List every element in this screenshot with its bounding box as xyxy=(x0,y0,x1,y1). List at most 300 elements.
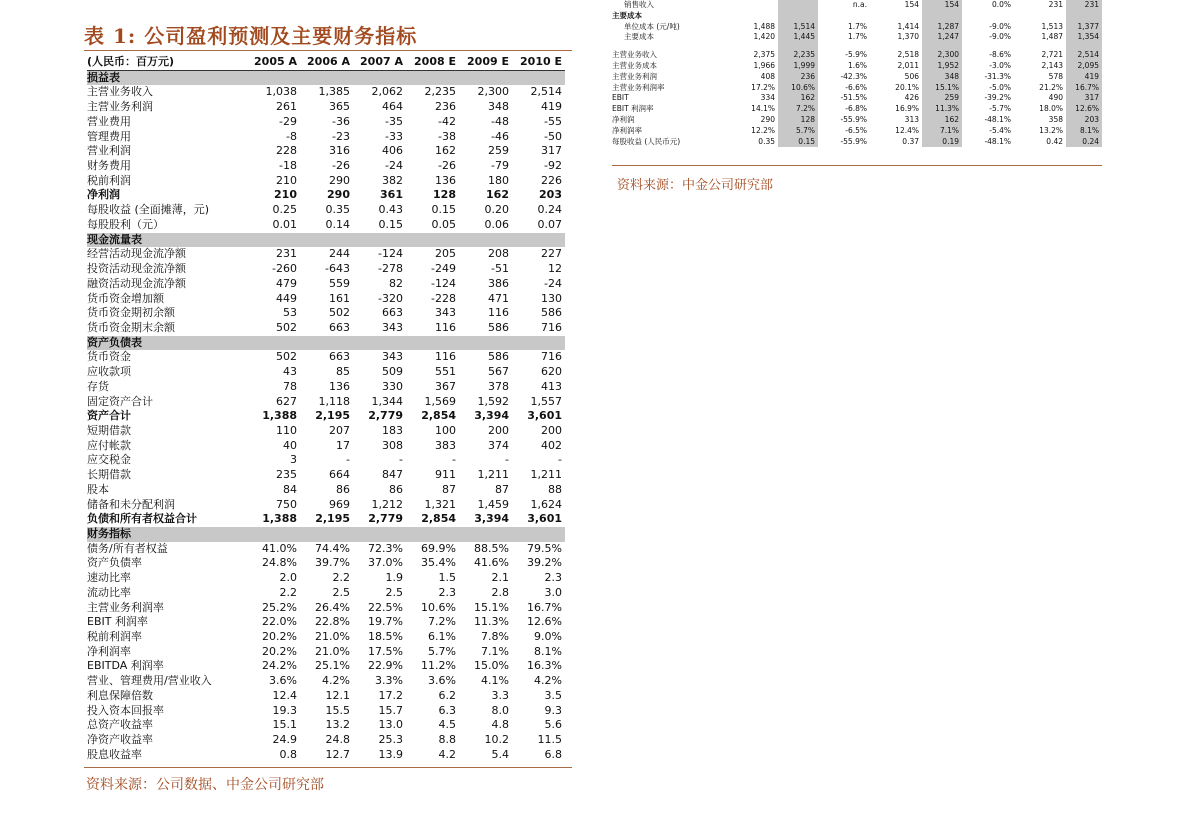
row-value: -26 xyxy=(438,159,456,173)
row-value: 24.2% xyxy=(262,659,297,673)
row-value: 226 xyxy=(541,173,562,187)
comparison-label: 单位成本 (元/吨) xyxy=(624,21,680,31)
comparison-value: -9.0% xyxy=(989,21,1011,31)
row-value: 559 xyxy=(329,276,350,290)
row-value: 1.9 xyxy=(385,571,403,585)
row-value: 22.0% xyxy=(262,615,297,629)
row-value: 4.1% xyxy=(481,674,509,688)
row-value: -18 xyxy=(279,159,297,173)
comparison-value: 426 xyxy=(904,93,919,103)
row-value: 3.0 xyxy=(544,585,562,599)
section-fill xyxy=(459,70,512,85)
row-value: 586 xyxy=(541,306,562,320)
row-value: 663 xyxy=(329,350,350,364)
row-value: 1,459 xyxy=(477,497,509,511)
row-value: 128 xyxy=(433,188,456,202)
row-value: 0.01 xyxy=(272,217,297,231)
spacer-cell xyxy=(922,43,962,50)
row-label: 每股股利（元） xyxy=(87,217,164,231)
table-row xyxy=(87,483,565,498)
comparison-value: 231 xyxy=(1066,0,1102,11)
comparison-label: 每股收益 (人民币元) xyxy=(612,136,681,146)
comparison-value: 1,420 xyxy=(753,32,775,42)
row-value: 343 xyxy=(382,350,403,364)
section-fill xyxy=(247,70,300,85)
row-value: 2,854 xyxy=(421,409,456,423)
row-value: -46 xyxy=(491,129,509,143)
comparison-value xyxy=(778,0,818,11)
spacer-cell xyxy=(962,43,1014,50)
comparison-value: 1,287 xyxy=(922,22,962,33)
row-value: 37.0% xyxy=(368,556,403,570)
row-label: 货币资金 xyxy=(87,350,131,364)
row-value: 0.15 xyxy=(431,203,456,217)
comparison-value xyxy=(722,11,778,22)
row-value: 471 xyxy=(488,291,509,305)
row-value: 8.0 xyxy=(491,703,509,717)
comparison-value: -3.0% xyxy=(989,60,1011,70)
table-row xyxy=(87,674,565,689)
row-value: 69.9% xyxy=(421,541,456,555)
row-value: 6.2 xyxy=(438,688,456,702)
row-value: 2.2 xyxy=(332,571,350,585)
comparison-row xyxy=(612,72,1102,83)
comparison-value: -39.2% xyxy=(984,93,1011,103)
table-row xyxy=(87,292,565,307)
comparison-value xyxy=(1066,11,1102,22)
comparison-value: 231 xyxy=(1048,0,1063,9)
header-year: 2007 A xyxy=(353,55,406,70)
comparison-value: 2,300 xyxy=(922,50,962,61)
comparison-value: -48.1% xyxy=(984,114,1011,124)
row-value: -36 xyxy=(332,114,350,128)
row-value: 15.7 xyxy=(378,703,403,717)
row-value: 12 xyxy=(548,262,562,276)
row-value: 449 xyxy=(276,291,297,305)
comparison-label: 净利润率 xyxy=(612,125,642,135)
row-value: 6.1% xyxy=(428,630,456,644)
comparison-value: -5.9% xyxy=(845,50,867,60)
row-value: 348 xyxy=(488,100,509,114)
spacer-cell xyxy=(778,43,818,50)
row-value: 11.2% xyxy=(421,659,456,673)
row-value: 200 xyxy=(541,423,562,437)
row-value: -124 xyxy=(431,276,456,290)
row-value: 9.0% xyxy=(534,630,562,644)
row-value: 40 xyxy=(283,438,297,452)
table-row xyxy=(87,468,565,483)
section-fill xyxy=(300,233,353,248)
row-value: 87 xyxy=(442,482,456,496)
row-value: 200 xyxy=(488,423,509,437)
row-value: 136 xyxy=(329,379,350,393)
row-value: 3.6% xyxy=(269,674,297,688)
row-value: 2,854 xyxy=(421,512,456,526)
comparison-value: 18.0% xyxy=(1039,104,1063,114)
row-value: 162 xyxy=(486,188,509,202)
section-label: 损益表 xyxy=(87,70,247,85)
comparison-label: 主要成本 xyxy=(624,32,654,42)
row-value: 15.5 xyxy=(325,703,350,717)
comparison-value: 578 xyxy=(1048,71,1063,81)
comparison-value: 12.6% xyxy=(1066,104,1102,115)
section-fill xyxy=(247,336,300,351)
row-value: 2.8 xyxy=(491,585,509,599)
comparison-value: 0.37 xyxy=(902,136,919,146)
header-year: 2005 A xyxy=(247,55,300,70)
row-value: -79 xyxy=(491,159,509,173)
header-year: 2010 E xyxy=(512,55,565,70)
comparison-value: 203 xyxy=(1066,115,1102,126)
row-value: -29 xyxy=(279,114,297,128)
row-value: -320 xyxy=(378,291,403,305)
row-value: -124 xyxy=(378,247,403,261)
comparison-value: -48.1% xyxy=(984,136,1011,146)
table-row xyxy=(87,262,565,277)
section-fill xyxy=(512,70,565,85)
row-value: 0.05 xyxy=(431,217,456,231)
comparison-value: 162 xyxy=(922,115,962,126)
row-label: 营业利润 xyxy=(87,144,131,158)
row-value: 21.0% xyxy=(315,630,350,644)
row-label: 投资活动现金流净额 xyxy=(87,262,186,276)
row-value: 2,195 xyxy=(315,409,350,423)
row-value: 1.5 xyxy=(438,571,456,585)
row-value: 3.3 xyxy=(491,688,509,702)
row-value: 3,394 xyxy=(474,409,509,423)
header-year: 2009 E xyxy=(459,55,512,70)
row-value: 586 xyxy=(488,320,509,334)
row-value: 1,212 xyxy=(371,497,403,511)
comparison-value: -5.0% xyxy=(989,82,1011,92)
row-label: 每股收益 (全面摊薄，元) xyxy=(87,203,210,217)
table-row xyxy=(87,733,565,748)
table-row xyxy=(87,365,565,380)
row-value: 969 xyxy=(329,497,350,511)
row-value: 1,038 xyxy=(265,85,297,99)
row-value: 25.2% xyxy=(262,600,297,614)
row-value: 308 xyxy=(382,438,403,452)
row-value: 2.2 xyxy=(279,585,297,599)
row-value: 0.14 xyxy=(325,217,350,231)
row-value: 130 xyxy=(541,291,562,305)
row-value: 2,062 xyxy=(371,85,403,99)
section-fill xyxy=(353,527,406,542)
comparison-row xyxy=(612,104,1102,115)
row-value: 627 xyxy=(276,394,297,408)
spacer-cell xyxy=(818,43,870,50)
row-value: 290 xyxy=(329,173,350,187)
comparison-value: 154 xyxy=(904,0,919,9)
row-value: 2,779 xyxy=(368,512,403,526)
row-value: 208 xyxy=(488,247,509,261)
row-value: 19.7% xyxy=(368,615,403,629)
row-label: 存货 xyxy=(87,379,109,393)
comparison-value: -31.3% xyxy=(984,71,1011,81)
row-value: 716 xyxy=(541,350,562,364)
comparison-value: -55.9% xyxy=(840,114,867,124)
section-label: 资产负债表 xyxy=(87,336,247,351)
row-value: -35 xyxy=(385,114,403,128)
row-value: -42 xyxy=(438,114,456,128)
spacer-cell xyxy=(1014,43,1066,50)
row-value: 72.3% xyxy=(368,541,403,555)
row-value: 2.3 xyxy=(544,571,562,585)
row-value: 228 xyxy=(276,144,297,158)
section-header-row xyxy=(87,233,565,248)
row-value: 183 xyxy=(382,423,403,437)
table-source: 资料来源：公司数据、中金公司研究部 xyxy=(86,777,324,793)
comparison-value: -6.6% xyxy=(845,82,867,92)
row-value: 17.2 xyxy=(378,688,403,702)
comparison-value: -51.5% xyxy=(840,93,867,103)
right-table-source: 资料来源：中金公司研究部 xyxy=(617,178,774,193)
comparison-value: 2,011 xyxy=(897,60,919,70)
table-row xyxy=(87,409,565,424)
comparison-row xyxy=(612,83,1102,94)
row-label: 流动比率 xyxy=(87,585,131,599)
section-fill xyxy=(406,70,459,85)
comparison-value: 1,488 xyxy=(753,21,775,31)
row-value: -50 xyxy=(544,129,562,143)
comparison-value: 236 xyxy=(778,72,818,83)
comparison-label: EBIT 利润率 xyxy=(612,104,654,114)
comparison-value: 21.2% xyxy=(1039,82,1063,92)
row-value: -26 xyxy=(332,159,350,173)
comparison-value: 2,518 xyxy=(897,50,919,60)
row-label: 利息保障倍数 xyxy=(87,688,153,702)
row-value: 1,321 xyxy=(424,497,456,511)
row-value: -278 xyxy=(378,262,403,276)
row-value: 402 xyxy=(541,438,562,452)
row-value: 367 xyxy=(435,379,456,393)
row-value: 136 xyxy=(435,173,456,187)
row-value: 502 xyxy=(276,350,297,364)
row-value: 620 xyxy=(541,365,562,379)
spacer-cell xyxy=(612,43,722,50)
comparison-row xyxy=(612,126,1102,137)
table-row xyxy=(87,498,565,513)
row-value: 1,118 xyxy=(318,394,350,408)
row-value: 82 xyxy=(389,276,403,290)
header-unit: (人民币：百万元) xyxy=(87,55,247,70)
comparison-value: 1,514 xyxy=(778,22,818,33)
row-value: 2,514 xyxy=(530,85,562,99)
comparison-value: -5.4% xyxy=(989,125,1011,135)
row-value: 235 xyxy=(276,468,297,482)
row-value: 1,385 xyxy=(318,85,350,99)
spacer-cell xyxy=(1066,43,1102,50)
comparison-value: 13.2% xyxy=(1039,125,1063,135)
row-label: 资产负债率 xyxy=(87,556,142,570)
row-value: 9.3 xyxy=(544,703,562,717)
comparison-value: 7.2% xyxy=(778,104,818,115)
row-value: 205 xyxy=(435,247,456,261)
row-value: 0.24 xyxy=(537,203,562,217)
row-value: 479 xyxy=(276,276,297,290)
row-label: 税前利润率 xyxy=(87,630,142,644)
comparison-value: 7.1% xyxy=(922,126,962,137)
row-value: 15.0% xyxy=(474,659,509,673)
row-label: 短期借款 xyxy=(87,423,131,437)
row-value: 2.5 xyxy=(385,585,403,599)
comparison-value: 317 xyxy=(1066,93,1102,104)
section-fill xyxy=(459,233,512,248)
table-row xyxy=(87,571,565,586)
row-value: 236 xyxy=(435,100,456,114)
comparison-value: 1.7% xyxy=(847,32,867,42)
row-value: 3,601 xyxy=(527,409,562,423)
row-value: 2,300 xyxy=(477,85,509,99)
row-value: 7.1% xyxy=(481,644,509,658)
row-value: 664 xyxy=(329,468,350,482)
comparison-value: 2,235 xyxy=(778,50,818,61)
row-value: 16.7% xyxy=(527,600,562,614)
row-value: 162 xyxy=(435,144,456,158)
row-value: 0.06 xyxy=(484,217,509,231)
comparison-row xyxy=(612,115,1102,126)
row-value: 24.9 xyxy=(272,733,297,747)
spacer-cell xyxy=(722,43,778,50)
comparison-value xyxy=(962,11,1014,22)
comparison-value: 0.24 xyxy=(1066,137,1102,148)
row-value: 551 xyxy=(435,365,456,379)
row-value: - xyxy=(505,453,509,467)
comparison-label: 主营业务收入 xyxy=(612,50,657,60)
comparison-value: 1,999 xyxy=(778,61,818,72)
comparison-value: 0.19 xyxy=(922,137,962,148)
comparison-value: 128 xyxy=(778,115,818,126)
row-value: -24 xyxy=(385,159,403,173)
row-value: 406 xyxy=(382,144,403,158)
section-fill xyxy=(353,70,406,85)
section-fill xyxy=(512,336,565,351)
row-value: 161 xyxy=(329,291,350,305)
row-label: 债务/所有者权益 xyxy=(87,541,168,555)
table-row xyxy=(87,159,565,174)
row-value: 53 xyxy=(283,306,297,320)
row-value: 13.2 xyxy=(325,718,350,732)
row-value: 26.4% xyxy=(315,600,350,614)
section-fill xyxy=(406,336,459,351)
section-fill xyxy=(353,336,406,351)
row-value: 261 xyxy=(276,100,297,114)
comparison-value: 1,377 xyxy=(1066,22,1102,33)
row-label: 资产合计 xyxy=(87,409,131,423)
section-fill xyxy=(353,233,406,248)
row-value: 12.1 xyxy=(325,688,350,702)
comparison-label: EBIT xyxy=(612,93,629,103)
row-label: EBIT 利润率 xyxy=(87,615,148,629)
row-label: 应交税金 xyxy=(87,453,131,467)
table-row xyxy=(87,380,565,395)
table-row xyxy=(87,601,565,616)
row-value: 24.8% xyxy=(262,556,297,570)
comparison-value: 2,095 xyxy=(1066,61,1102,72)
comparison-value: -42.3% xyxy=(840,71,867,81)
table-row xyxy=(87,247,565,262)
row-value: 22.9% xyxy=(368,659,403,673)
comparison-label: 主要成本 xyxy=(612,10,642,20)
row-label: 应付帐款 xyxy=(87,438,131,452)
row-value: -8 xyxy=(286,129,297,143)
row-value: - xyxy=(399,453,403,467)
table-row xyxy=(87,306,565,321)
row-label: 税前利润 xyxy=(87,173,131,187)
table-row xyxy=(87,645,565,660)
comparison-value: 0.42 xyxy=(1046,136,1063,146)
row-value: 227 xyxy=(541,247,562,261)
row-value: 10.6% xyxy=(421,600,456,614)
row-value: 1,557 xyxy=(530,394,562,408)
comparison-value: 348 xyxy=(922,72,962,83)
table-row xyxy=(87,512,565,527)
row-value: 86 xyxy=(336,482,350,496)
row-value: 6.8 xyxy=(544,747,562,761)
row-value: 3,394 xyxy=(474,512,509,526)
comparison-row xyxy=(612,32,1102,43)
row-value: 41.6% xyxy=(474,556,509,570)
row-value: 1,569 xyxy=(424,394,456,408)
row-value: 231 xyxy=(276,247,297,261)
row-value: 43 xyxy=(283,365,297,379)
row-value: 24.8 xyxy=(325,733,350,747)
row-value: 0.20 xyxy=(484,203,509,217)
row-value: 0.43 xyxy=(378,203,403,217)
row-label: 主营业务利润 xyxy=(87,100,153,114)
table-row xyxy=(87,630,565,645)
section-fill xyxy=(459,527,512,542)
table-row xyxy=(87,350,565,365)
comparison-value xyxy=(818,11,870,22)
row-value: 413 xyxy=(541,379,562,393)
comparison-value: 1,952 xyxy=(922,61,962,72)
comparison-value: 1.7% xyxy=(847,21,867,31)
row-value: 567 xyxy=(488,365,509,379)
comparison-value: -6.8% xyxy=(845,104,867,114)
comparison-value: -8.6% xyxy=(989,50,1011,60)
row-value: 3 xyxy=(290,453,297,467)
comparison-value: 408 xyxy=(760,71,775,81)
row-value: 88 xyxy=(548,482,562,496)
section-fill xyxy=(512,233,565,248)
comparison-value: 0.0% xyxy=(991,0,1011,9)
comparison-label: 销售收入 xyxy=(624,0,654,9)
table-row xyxy=(87,277,565,292)
table-row xyxy=(87,395,565,410)
row-value: 116 xyxy=(435,350,456,364)
table-row xyxy=(87,188,565,203)
table-row xyxy=(87,100,565,115)
row-value: -33 xyxy=(385,129,403,143)
row-label: 速动比率 xyxy=(87,571,131,585)
table-row xyxy=(87,542,565,557)
row-value: 13.9 xyxy=(378,747,403,761)
comparison-value: 5.7% xyxy=(778,126,818,137)
row-value: 15.1% xyxy=(474,600,509,614)
comparison-label: 主营业务成本 xyxy=(612,60,657,70)
table-row xyxy=(87,453,565,468)
table-row xyxy=(87,718,565,733)
comparison-value xyxy=(922,11,962,22)
table-bottom-divider xyxy=(84,767,572,768)
table-row xyxy=(87,218,565,233)
row-value: 25.1% xyxy=(315,659,350,673)
comparison-value: 0.15 xyxy=(778,137,818,148)
comparison-value: 12.2% xyxy=(751,125,775,135)
comparison-value: 2,721 xyxy=(1041,50,1063,60)
row-value: 3.6% xyxy=(428,674,456,688)
